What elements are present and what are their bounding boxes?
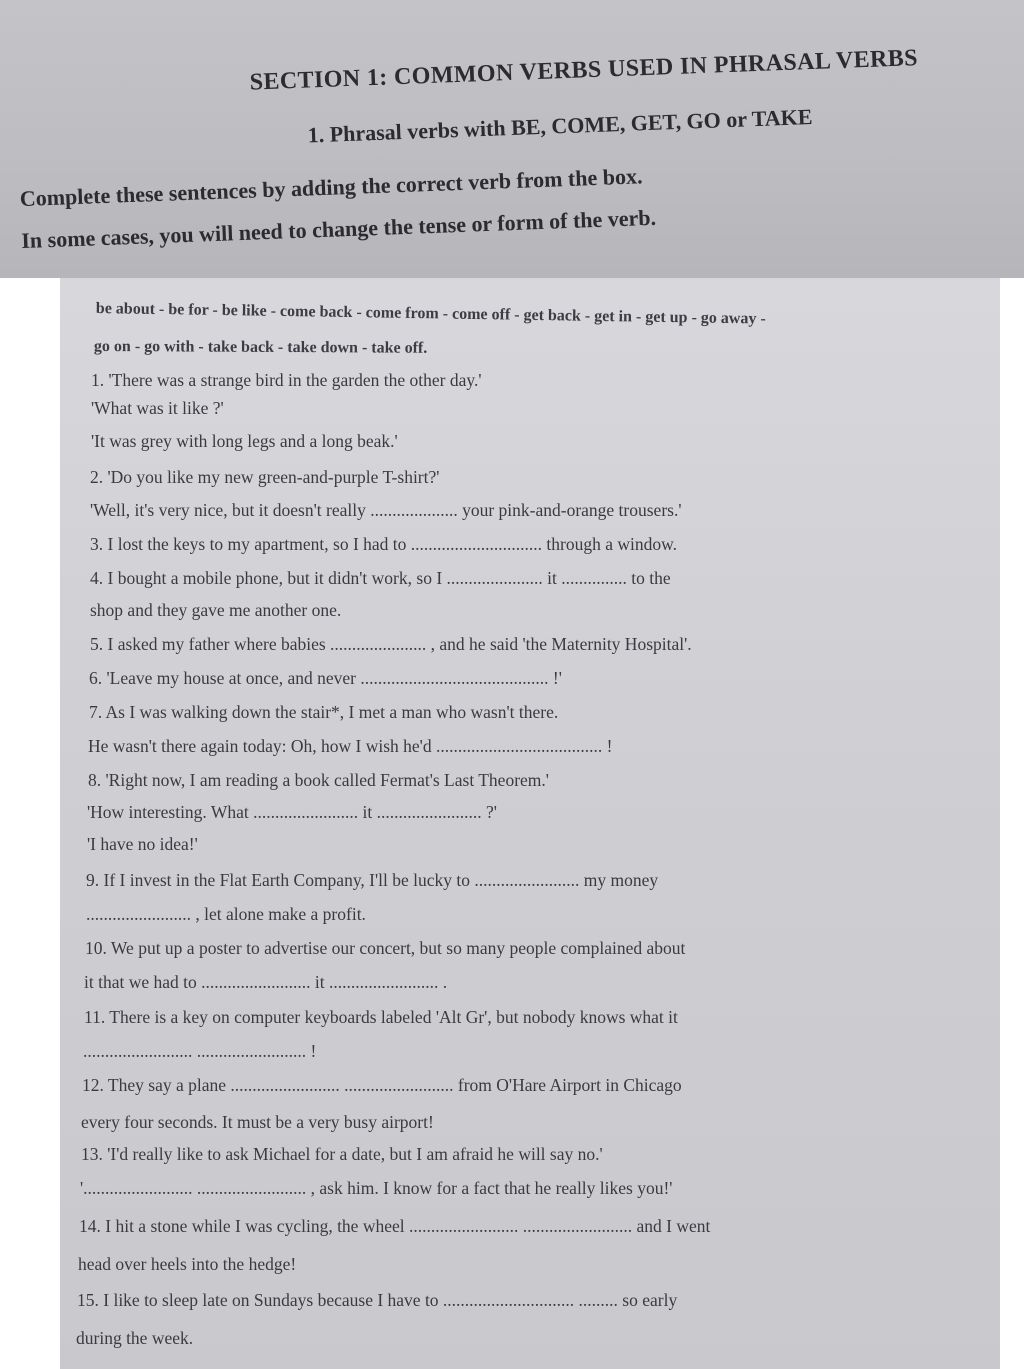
exercise-line: 5. I asked my father where babies ...................... , and he said 'the Maternity Hospital'. <box>90 634 692 654</box>
exercise-line: 14. I hit a stone while I was cycling, the wheel ......................... ......................... and I went <box>79 1216 711 1236</box>
instruction-line-1: Complete these sentences by adding the correct verb from the box. <box>19 163 643 212</box>
exercise-line: 'How interesting. What ........................ it ........................ ?' <box>87 802 497 822</box>
exercise-line: 11. There is a key on computer keyboards labeled 'Alt Gr', but nobody knows what it <box>84 1007 678 1027</box>
exercise-line: it that we had to ......................... it ......................... . <box>84 972 448 992</box>
exercise-line: 6. 'Leave my house at once, and never ........................................... !' <box>89 668 562 688</box>
exercise-line: 8. 'Right now, I am reading a book called Fermat's Last Theorem.' <box>88 770 549 790</box>
exercise-line: shop and they gave me another one. <box>90 600 342 620</box>
exercise-line: ......................... ......................... ! <box>83 1041 317 1061</box>
word-box-line-2: go on - go with - take back - take down - take off. <box>93 338 428 357</box>
white-margin <box>1000 278 1024 1369</box>
section-title: SECTION 1: COMMON VERBS USED IN PHRASAL VERBS <box>249 45 919 96</box>
instruction-line-2: In some cases, you will need to change the tense or form of the verb. <box>20 204 657 254</box>
exercise-line: 13. 'I'd really like to ask Michael for a date, but I am afraid he will say no.' <box>81 1144 603 1164</box>
exercise-subtitle: 1. Phrasal verbs with BE, COME, GET, GO or TAKE <box>307 103 813 148</box>
exercise-line: 1. 'There was a strange bird in the garden the other day.' <box>91 370 482 390</box>
exercise-line: 4. I bought a mobile phone, but it didn't work, so I ...................... it ............... to the <box>90 568 671 588</box>
exercise-line: 9. If I invest in the Flat Earth Company, I'll be lucky to ........................ my money <box>86 870 659 890</box>
exercise-line: ........................ , let alone make a profit. <box>86 904 366 924</box>
worksheet-body <box>60 278 1000 1369</box>
exercise-line: 'It was grey with long legs and a long beak.' <box>91 431 398 451</box>
exercise-line: every four seconds. It must be a very busy airport! <box>81 1112 434 1132</box>
exercise-line: 15. I like to sleep late on Sundays because I have to .............................. ......... so early <box>77 1290 678 1310</box>
exercise-line: 10. We put up a poster to advertise our concert, but so many people complained about <box>85 938 686 958</box>
exercise-line: 7. As I was walking down the stair*, I met a man who wasn't there. <box>89 702 559 722</box>
exercise-line: He wasn't there again today: Oh, how I wish he'd ...................................... ! <box>88 736 613 756</box>
word-box-line-1: be about - be for - be like - come back - come from - come off - get back - get in - get up - go away - <box>95 300 766 328</box>
exercise-line: 'What was it like ?' <box>91 398 224 418</box>
exercise-line: 2. 'Do you like my new green-and-purple T-shirt?' <box>90 467 440 487</box>
exercise-line: 12. They say a plane ......................... ......................... from O'Hare Airport in Chicago <box>82 1075 682 1095</box>
exercise-line: 'Well, it's very nice, but it doesn't really .................... your pink-and-orange trousers.' <box>90 500 682 520</box>
exercise-line: '......................... ......................... , ask him. I know for a fact that he really likes you!' <box>80 1178 673 1198</box>
exercise-line: head over heels into the hedge! <box>78 1254 297 1274</box>
exercise-line: during the week. <box>76 1328 194 1348</box>
exercise-line: 'I have no idea!' <box>87 834 198 854</box>
heading-block <box>0 0 1024 297</box>
exercise-line: 3. I lost the keys to my apartment, so I had to .............................. through a window. <box>90 534 677 554</box>
